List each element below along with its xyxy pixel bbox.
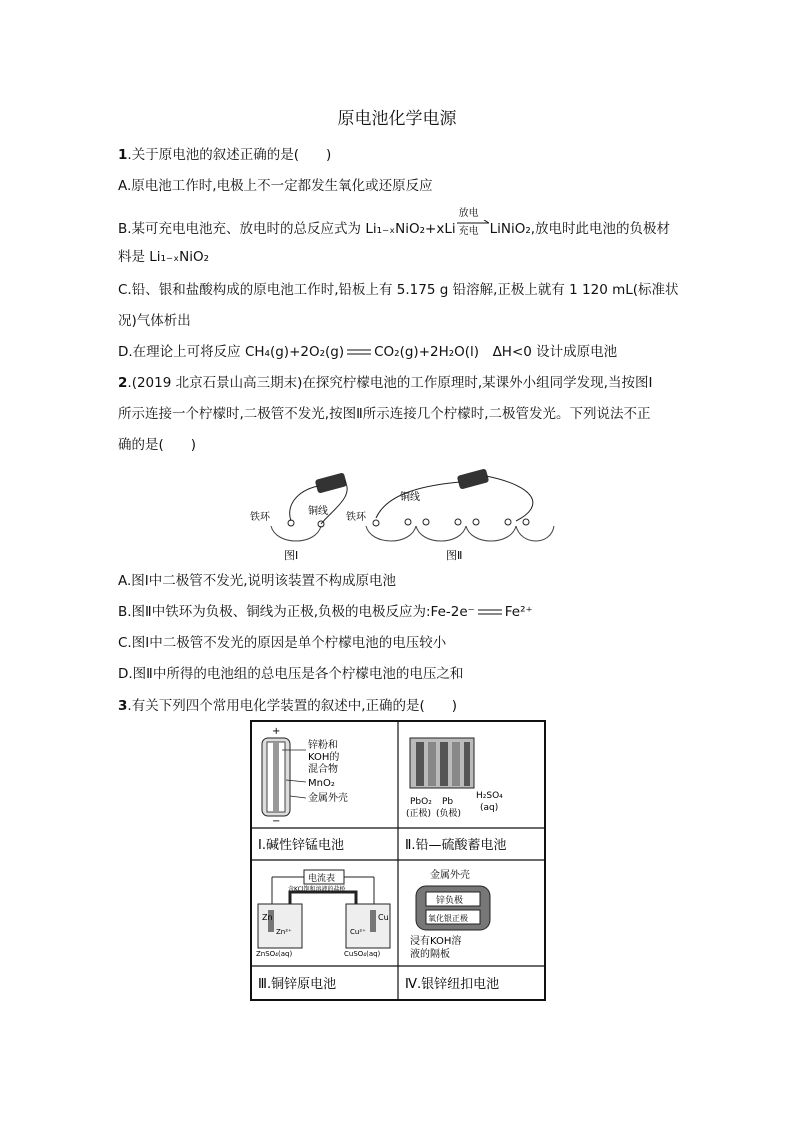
- q2-option-a: A.图Ⅰ中二极管不发光,说明该装置不构成原电池: [118, 573, 397, 589]
- cu-ion-label: Cu²⁺: [350, 928, 366, 936]
- figure-1-caption: 图Ⅰ: [284, 549, 299, 562]
- q1-b-arrow: [456, 208, 490, 238]
- q1-stem: [118, 146, 331, 164]
- fig1-label-4: MnO₂: [308, 778, 335, 789]
- copper-wire-label-2: 铜线: [400, 492, 420, 503]
- lemon-3: [416, 526, 466, 541]
- q2-b-post: Fe²⁺: [504, 604, 533, 620]
- q1-stem-text: .关于原电池的叙述正确的是( ): [127, 147, 332, 163]
- equals-arrow-icon: [346, 347, 372, 357]
- alkaline-battery-diagram: [262, 726, 348, 827]
- reversible-arrow-icon: [456, 220, 490, 226]
- lemon-1: [271, 526, 321, 541]
- pbo2-label: PbO₂: [410, 797, 432, 807]
- q1-b-text: B.某可充电电池充、放电时的总反应式为 Li₁₋ₓNiO₂+xLi: [118, 221, 456, 237]
- lemon-2: [366, 526, 416, 541]
- fig1-label-5: 金属外壳: [308, 793, 348, 804]
- zinc-negative-label: 锌负极: [436, 896, 464, 906]
- equals-arrow-icon: [477, 607, 503, 617]
- q1-b-arrow-bottom: 充电: [458, 226, 479, 237]
- cell-label-1: Ⅰ.碱性锌锰电池: [258, 838, 344, 853]
- salt-bridge-label: 含KCl饱和溶液的盐桥: [288, 886, 346, 893]
- q3-stem: [118, 697, 457, 715]
- fig1-label-1: 锌粉和: [308, 740, 338, 751]
- q1-option-a: A.原电池工作时,电极上不一定都发生氧化或还原反应: [118, 178, 433, 194]
- iron-ring-label-1: 铁环: [250, 512, 270, 523]
- q1-option-c-line2: 况)气体析出: [118, 313, 191, 329]
- positive-label: (正极): [406, 809, 432, 819]
- separator-label-2: 液的隔板: [410, 949, 450, 960]
- led-diode-icon: [457, 468, 490, 489]
- copper-wire-label-1: 铜线: [308, 506, 328, 517]
- cu-electrode-label: Cu: [378, 913, 389, 922]
- figure-2-caption: 图Ⅱ: [446, 549, 463, 562]
- lemon-battery-figure: [236, 466, 556, 566]
- q2-number: 2: [118, 375, 128, 391]
- lemon-4: [466, 526, 516, 541]
- q1-option-b-line2: 料是 Li₁₋ₓNiO₂: [118, 249, 209, 265]
- minus-terminal: −: [272, 816, 281, 827]
- q2-stem-line1: [118, 374, 652, 392]
- q1-number: 1: [118, 147, 128, 163]
- cell-label-2: Ⅱ.铅—硫酸蓄电池: [405, 838, 507, 853]
- ammeter-label: 电流表: [308, 874, 336, 884]
- zn-electrode-label: Zn: [262, 913, 273, 922]
- lead-acid-battery-diagram: [406, 738, 503, 819]
- figure-2: [346, 468, 554, 562]
- q1-b-arrow-top: 放电: [458, 208, 479, 219]
- q1-option-b-line1: [118, 208, 671, 238]
- znso4-label: ZnSO₄(aq): [256, 950, 293, 958]
- page-title: 原电池化学电源: [337, 109, 457, 129]
- q3-stem-text: .有关下列四个常用电化学装置的叙述中,正确的是( ): [127, 698, 458, 714]
- iron-ring-label-2: 铁环: [346, 512, 366, 523]
- lemon-5: [516, 526, 554, 541]
- aq-label: (aq): [480, 803, 499, 813]
- metal-shell-label: 金属外壳: [430, 870, 470, 881]
- plus-terminal: +: [272, 726, 281, 737]
- fig1-label-2: KOH的: [308, 752, 340, 763]
- q2-b-pre: B.图Ⅱ中铁环为负极、铜线为正极,负极的电极反应为:Fe-2e⁻: [118, 604, 475, 620]
- q1-d-pre: D.在理论上可将反应 CH₄(g)+2O₂(g): [118, 344, 345, 360]
- zn-ion-label: Zn²⁺: [276, 928, 292, 936]
- separator-label-1: 浸有KOH溶: [410, 936, 462, 947]
- figure-1: [250, 472, 347, 562]
- q1-b-text-end: LiNiO₂,放电时此电池的负极材: [489, 221, 671, 237]
- cuso4-label: CuSO₄(aq): [344, 950, 381, 958]
- fig1-label-3: 混合物: [308, 764, 338, 775]
- q2-stem-line2: 所示连接一个柠檬时,二极管不发光,按图Ⅱ所示连接几个柠檬时,二极管发光。下列说法不正: [118, 406, 651, 422]
- h2so4-label: H₂SO₄: [476, 791, 503, 801]
- q1-option-d: [118, 343, 617, 361]
- q2-stem-line3: 确的是( ): [118, 437, 197, 453]
- battery-devices-table: [250, 720, 546, 1002]
- cell-label-3: Ⅲ.铜锌原电池: [258, 977, 337, 992]
- button-cell-diagram: [410, 868, 490, 960]
- q1-d-post: CO₂(g)+2H₂O(l) ΔH<0 设计成原电池: [374, 344, 618, 360]
- led-diode-icon: [315, 472, 348, 493]
- q2-line1-text: .(2019 北京石景山高三期末)在探究柠檬电池的工作原理时,某课外小组同学发现,当按图Ⅰ: [127, 375, 653, 391]
- copper-zinc-cell-diagram: [256, 870, 390, 958]
- negative-label: (负极): [436, 809, 462, 819]
- q2-option-b: [118, 603, 533, 621]
- q2-option-c: C.图Ⅰ中二极管不发光的原因是单个柠檬电池的电压较小: [118, 635, 447, 651]
- q1-option-c-line1: C.铅、银和盐酸构成的原电池工作时,铅板上有 5.175 g 铅溶解,正极上就有 1 120 mL(标准状: [118, 282, 679, 298]
- cell-label-4: Ⅳ.银锌纽扣电池: [405, 977, 500, 992]
- silver-oxide-positive-label: 氧化银正极: [428, 914, 468, 923]
- q3-number: 3: [118, 698, 128, 714]
- pb-label: Pb: [442, 797, 454, 807]
- q2-option-d: D.图Ⅱ中所得的电池组的总电压是各个柠檬电池的电压之和: [118, 666, 464, 682]
